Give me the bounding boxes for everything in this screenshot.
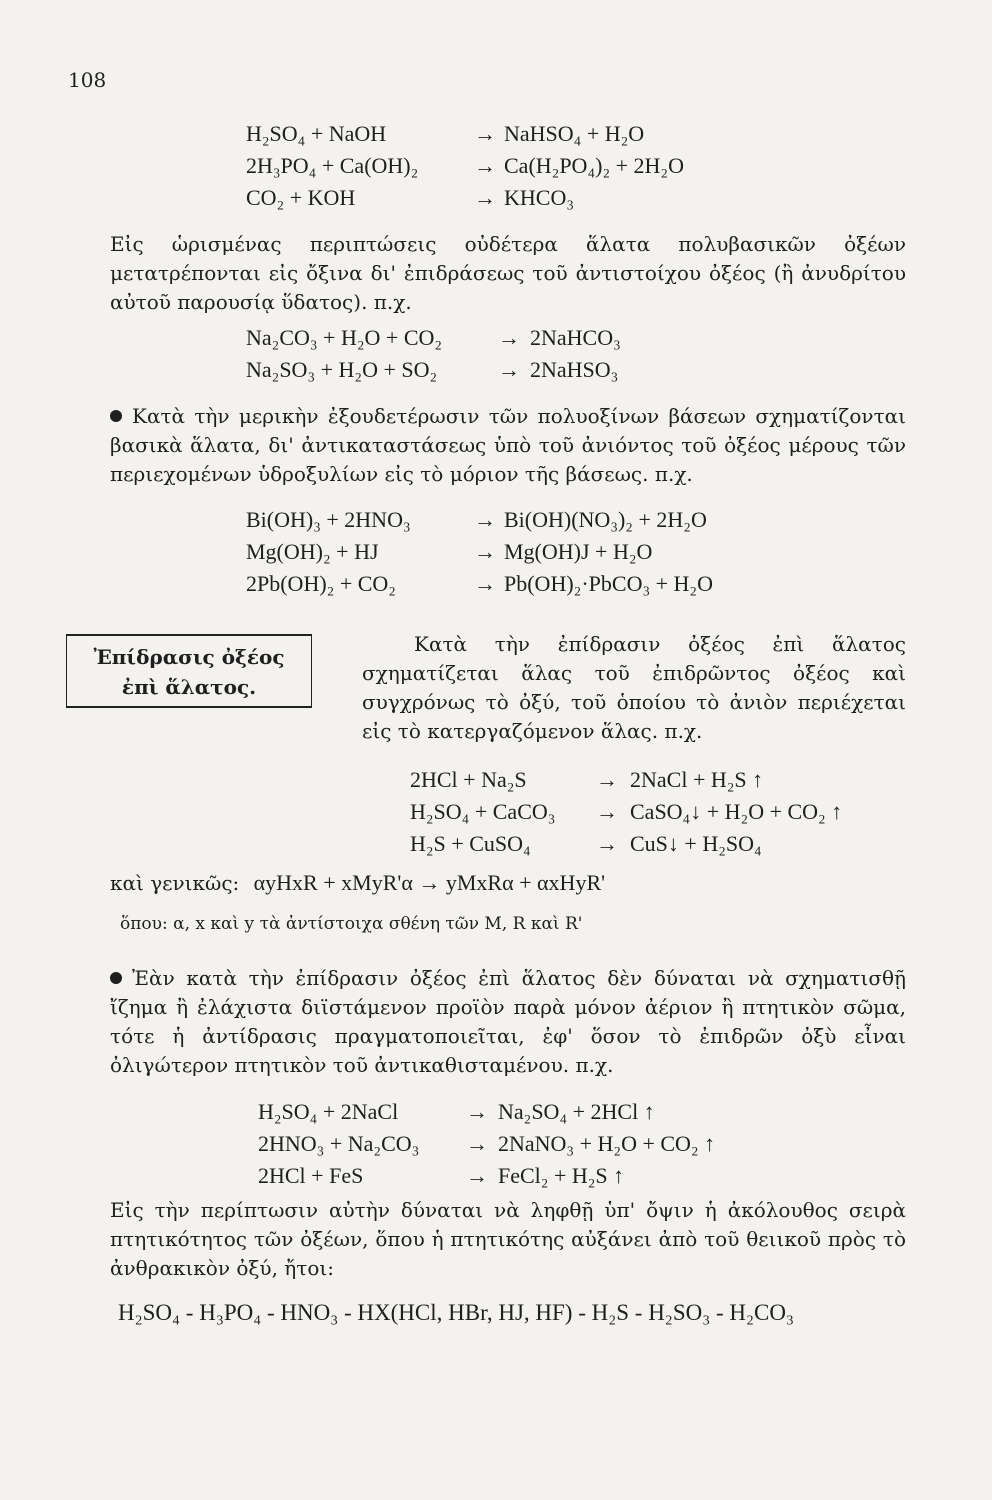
equation-rhs: Pb(OH)₂·PbCO₃ + H₂O <box>504 571 713 596</box>
equation-block-1 <box>246 118 846 214</box>
paragraph-1: Εἰς ὡρισμένας περιπτώσεις οὐδέτερα ἅλατα πολυβασικῶν ὀξέων μετατρέπονται εἰς ὄξινα δι' ἐπιδράσεως τοῦ ἀντιστοίχου ὀξέος (ἢ ἀνυδρίτου αὐτοῦ παρουσίᾳ ὕδατος). π.χ. <box>110 232 906 314</box>
volatility-series: H₂SO₄ - H₃PO₄ - HNO₃ - HX(HCl, HBr, HJ, HF) - H₂S - H₂SO₃ - H₂CO₃ <box>118 1300 794 1325</box>
equation-row <box>258 1160 858 1192</box>
equation-rhs: FeCl₂ + H₂S ↑ <box>498 1163 625 1188</box>
equation-rhs: 2NaHSO₃ <box>530 357 619 382</box>
equation-row <box>246 504 846 536</box>
equation-rhs: Ca(H₂PO₄)₂ + 2H₂O <box>504 153 684 178</box>
section-heading-line-2: ἐπὶ ἅλατος. <box>121 675 257 699</box>
equation-row <box>410 796 906 828</box>
general-formula: αyHxR + xMyR'α → yMxRα + αxHyR' <box>253 870 606 895</box>
arrow-icon: → <box>474 539 496 564</box>
arrow-icon: → <box>474 121 496 146</box>
equation-lhs: H₂SO₄ + 2NaCl <box>258 1099 399 1124</box>
page-number: 108 <box>68 68 107 92</box>
arrow-icon: → <box>466 1163 488 1188</box>
equation-lhs: 2Pb(OH)₂ + CO₂ <box>246 571 396 596</box>
equation-rhs: NaHSO₄ + H₂O <box>504 121 645 146</box>
equation-lhs: H₂SO₄ + CaCO₃ <box>410 799 556 824</box>
arrow-icon: → <box>596 799 618 824</box>
paragraph-4 <box>110 964 906 1080</box>
arrow-icon: → <box>596 767 618 792</box>
equation-row <box>246 150 846 182</box>
equation-lhs: Na₂SO₃ + H₂O + SO₂ <box>246 357 438 382</box>
equation-lhs: H₂S + CuSO₄ <box>410 831 531 856</box>
paragraph-3: Κατὰ τὴν ἐπίδρασιν ὀξέος ἐπὶ ἅλατος σχηματίζεται ἅλας τοῦ ἐπιδρῶντος ὀξέος καὶ συγχρόνως τὸ ὀξύ, τοῦ ὁποίου τὸ ἀνιὸν περιέχεται εἰς τὸ κατεργαζόμενον ἅλας. π.χ. <box>362 632 906 743</box>
arrow-icon: → <box>474 153 496 178</box>
equation-rhs: 2NaNO₃ + H₂O + CO₂ ↑ <box>498 1131 716 1156</box>
bullet-icon <box>110 972 122 984</box>
equation-row <box>410 764 906 796</box>
paragraph-5: Εἰς τὴν περίπτωσιν αὐτὴν δύναται νὰ ληφθῇ ὑπ' ὄψιν ἡ ἀκόλουθος σειρὰ πτητικότητος τῶν ὀξέων, ὅπου ἡ πτητικότης αὐξάνει ἀπὸ τοῦ θειικοῦ πρὸς τὸ ἀνθρακικὸν ὀξύ, ἤτοι: <box>110 1198 906 1280</box>
equation-rhs: Bi(OH)(NO₃)₂ + 2H₂O <box>504 507 707 532</box>
equation-row <box>246 568 846 600</box>
footnote: ὅπου: α, x καὶ y τὰ ἀντίστοιχα σθένη τῶν M, R καὶ R' <box>120 914 583 934</box>
equation-row <box>258 1096 858 1128</box>
equation-rhs: KHCO₃ <box>504 185 575 210</box>
equation-lhs: 2HNO₃ + Na₂CO₃ <box>258 1131 420 1156</box>
equation-row <box>410 828 906 860</box>
general-equation <box>110 870 605 896</box>
equation-row <box>258 1128 858 1160</box>
equation-block-2 <box>246 322 746 386</box>
equation-block-3 <box>246 504 846 600</box>
paragraph-4-text: Ἐὰν κατὰ τὴν ἐπίδρασιν ὀξέος ἐπὶ ἅλατος δὲν δύναται νὰ σχηματισθῇ ἴζημα ἢ ἐλάχιστα διϊστάμενον προϊὸν παρὰ μόνον ἀέριον ἢ πτητικὸν σῶμα, τότε ἡ ἀντίδρασις πραγματοποιεῖται, ἐφ' ὅσον τὸ ἐπιδρῶν ὀξὺ εἶναι ὀλιγώτερον πτητικὸν τοῦ ἀντικαθισταμένου. π.χ. <box>110 966 906 1077</box>
equation-row <box>246 354 746 386</box>
bullet-icon <box>110 410 122 422</box>
equation-row <box>246 322 746 354</box>
equation-rhs: Na₂SO₄ + 2HCl ↑ <box>498 1099 655 1124</box>
equation-row <box>246 536 846 568</box>
paragraph-2-text: Κατὰ τὴν μερικὴν ἐξουδετέρωσιν τῶν πολυοξίνων βάσεων σχηματίζονται βασικὰ ἅλατα, δι' ἀντικαταστάσεως ὑπὸ τοῦ ἀνιόντος τοῦ ὀξέος μέρους τῶν περιεχομένων ὑδροξυλίων εἰς τὸ μόριον τῆς βάσεως. π.χ. <box>110 404 906 486</box>
equation-lhs: 2H₃PO₄ + Ca(OH)₂ <box>246 153 419 178</box>
equation-rhs: 2NaHCO₃ <box>530 325 621 350</box>
equation-rhs: CuS↓ + H₂SO₄ <box>630 831 762 856</box>
equation-rhs: 2NaCl + H₂S ↑ <box>630 767 764 792</box>
arrow-icon: → <box>466 1131 488 1156</box>
equation-row <box>246 118 846 150</box>
section-heading-line-1: Ἐπίδρασις ὀξέος <box>93 645 285 669</box>
arrow-icon: → <box>596 831 618 856</box>
equation-lhs: CO₂ + KOH <box>246 185 356 210</box>
arrow-icon: → <box>474 185 496 210</box>
general-label: καὶ γενικῶς: <box>110 871 240 895</box>
arrow-icon: → <box>498 357 520 382</box>
equation-lhs: 2HCl + FeS <box>258 1163 364 1188</box>
equation-block-5 <box>258 1096 858 1192</box>
arrow-icon: → <box>466 1099 488 1124</box>
equation-row <box>246 182 846 214</box>
equation-lhs: Mg(OH)₂ + HJ <box>246 539 379 564</box>
equation-lhs: 2HCl + Na₂S <box>410 767 527 792</box>
paragraph-2 <box>110 402 906 489</box>
equation-lhs: Bi(OH)₃ + 2HNO₃ <box>246 507 411 532</box>
equation-rhs: Mg(OH)J + H₂O <box>504 539 653 564</box>
arrow-icon: → <box>474 571 496 596</box>
arrow-icon: → <box>474 507 496 532</box>
equation-lhs: Na₂CO₃ + H₂O + CO₂ <box>246 325 443 350</box>
equation-lhs: H₂SO₄ + NaOH <box>246 121 387 146</box>
equation-block-4 <box>410 764 906 860</box>
equation-rhs: CaSO₄↓ + H₂O + CO₂ ↑ <box>630 799 843 824</box>
section-heading-box <box>66 634 312 708</box>
arrow-icon: → <box>498 325 520 350</box>
